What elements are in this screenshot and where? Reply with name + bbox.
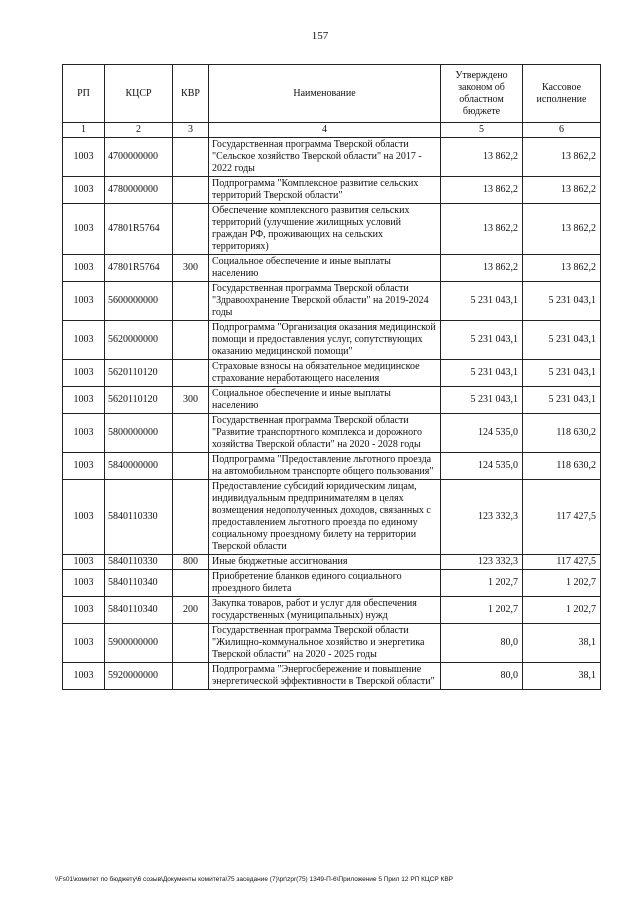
cell-kvr (173, 282, 209, 321)
cell-kvr: 300 (173, 255, 209, 282)
cell-executed: 1 202,7 (523, 570, 601, 597)
cell-rp: 1003 (63, 138, 105, 177)
cell-approved: 5 231 043,1 (441, 321, 523, 360)
table-row (63, 321, 601, 360)
header-kcsr: КЦСР (105, 65, 173, 123)
cell-kcsr: 47801R5764 (105, 255, 173, 282)
cell-name: Подпрограмма "Организация оказания медицинской помощи и предоставления услуг, сопутствующих оказанию медицинской помощи" (209, 321, 441, 360)
cell-executed: 117 427,5 (523, 555, 601, 570)
cell-kcsr: 5840110330 (105, 480, 173, 555)
table-row (63, 255, 601, 282)
cell-executed: 117 427,5 (523, 480, 601, 555)
cell-kcsr: 5620110120 (105, 360, 173, 387)
cell-approved: 1 202,7 (441, 597, 523, 624)
header-kvr: КВР (173, 65, 209, 123)
cell-executed: 13 862,2 (523, 255, 601, 282)
cell-executed: 1 202,7 (523, 597, 601, 624)
cell-name: Закупка товаров, работ и услуг для обеспечения государственных (муниципальных) нужд (209, 597, 441, 624)
page-number: 157 (311, 30, 329, 42)
cell-name: Подпрограмма "Комплексное развитие сельских территорий Тверской области" (209, 177, 441, 204)
cell-kvr (173, 204, 209, 255)
cell-name: Иные бюджетные ассигнования (209, 555, 441, 570)
cell-kcsr: 5840110330 (105, 555, 173, 570)
cell-kcsr: 4700000000 (105, 138, 173, 177)
cell-executed: 118 630,2 (523, 414, 601, 453)
cell-name: Подпрограмма "Энергосбережение и повышение энергетической эффективности в Тверской области" (209, 663, 441, 690)
table-row (63, 138, 601, 177)
column-number: 1 (63, 123, 105, 138)
cell-approved: 5 231 043,1 (441, 282, 523, 321)
cell-rp: 1003 (63, 414, 105, 453)
cell-rp: 1003 (63, 555, 105, 570)
cell-approved: 5 231 043,1 (441, 360, 523, 387)
budget-table (62, 64, 601, 690)
cell-rp: 1003 (63, 480, 105, 555)
cell-kcsr: 5620110120 (105, 387, 173, 414)
cell-approved: 80,0 (441, 663, 523, 690)
cell-kcsr: 5840110340 (105, 570, 173, 597)
cell-name: Государственная программа Тверской области "Здравоохранение Тверской области" на 2019-2024 годы (209, 282, 441, 321)
cell-kvr (173, 570, 209, 597)
cell-approved: 13 862,2 (441, 255, 523, 282)
table-row (63, 624, 601, 663)
cell-kcsr: 5840000000 (105, 453, 173, 480)
cell-rp: 1003 (63, 321, 105, 360)
table-row (63, 387, 601, 414)
footer-file-path: \\Fs01\комитет по бюджету\6 созыв\Документы комитета\75 заседание (7)\pr\zpr(75) 1349-П-6\Приложение 5 Прил 12 РП КЦСР КВР (55, 876, 454, 883)
table-row (63, 360, 601, 387)
header-name: Наименование (209, 65, 441, 123)
cell-executed: 13 862,2 (523, 204, 601, 255)
cell-name: Государственная программа Тверской области "Жилищно-коммунальное хозяйство и энергетика Тверской области" на 2020 - 2025 годы (209, 624, 441, 663)
header-row (63, 65, 601, 123)
table-row (63, 663, 601, 690)
cell-approved: 1 202,7 (441, 570, 523, 597)
cell-kvr (173, 663, 209, 690)
table-row (63, 555, 601, 570)
header-rp: РП (63, 65, 105, 123)
cell-executed: 5 231 043,1 (523, 387, 601, 414)
cell-rp: 1003 (63, 387, 105, 414)
cell-kcsr: 5900000000 (105, 624, 173, 663)
table-row (63, 177, 601, 204)
cell-rp: 1003 (63, 453, 105, 480)
cell-kvr (173, 177, 209, 204)
cell-approved: 123 332,3 (441, 480, 523, 555)
header-approved: Утверждено законом об областном бюджете (441, 65, 523, 123)
cell-approved: 123 332,3 (441, 555, 523, 570)
column-number: 4 (209, 123, 441, 138)
cell-kvr: 800 (173, 555, 209, 570)
header-executed: Кассовое исполнение (523, 65, 601, 123)
cell-executed: 118 630,2 (523, 453, 601, 480)
cell-approved: 124 535,0 (441, 414, 523, 453)
column-number: 6 (523, 123, 601, 138)
cell-approved: 5 231 043,1 (441, 387, 523, 414)
cell-kcsr: 5620000000 (105, 321, 173, 360)
cell-approved: 13 862,2 (441, 204, 523, 255)
cell-name: Подпрограмма "Предоставление льготного проезда на автомобильном транспорте общего пользования" (209, 453, 441, 480)
cell-rp: 1003 (63, 282, 105, 321)
cell-kcsr: 5800000000 (105, 414, 173, 453)
cell-rp: 1003 (63, 663, 105, 690)
cell-kvr (173, 360, 209, 387)
cell-kvr (173, 453, 209, 480)
cell-kcsr: 5920000000 (105, 663, 173, 690)
cell-name: Страховые взносы на обязательное медицинское страхование неработающего населения (209, 360, 441, 387)
cell-kcsr: 47801R5764 (105, 204, 173, 255)
cell-rp: 1003 (63, 597, 105, 624)
cell-approved: 80,0 (441, 624, 523, 663)
cell-executed: 13 862,2 (523, 138, 601, 177)
cell-name: Приобретение бланков единого социального проездного билета (209, 570, 441, 597)
cell-rp: 1003 (63, 204, 105, 255)
column-number-row (63, 123, 601, 138)
table-row (63, 480, 601, 555)
cell-kvr (173, 414, 209, 453)
cell-name: Социальное обеспечение и иные выплаты населению (209, 255, 441, 282)
cell-name: Социальное обеспечение и иные выплаты населению (209, 387, 441, 414)
cell-rp: 1003 (63, 624, 105, 663)
column-number: 2 (105, 123, 173, 138)
cell-approved: 124 535,0 (441, 453, 523, 480)
cell-executed: 5 231 043,1 (523, 360, 601, 387)
column-number: 5 (441, 123, 523, 138)
cell-kvr (173, 321, 209, 360)
cell-kvr (173, 480, 209, 555)
cell-kvr (173, 624, 209, 663)
cell-executed: 5 231 043,1 (523, 282, 601, 321)
cell-name: Обеспечение комплексного развития сельских территорий (улучшение жилищных условий граждан РФ, проживающих на сельских территориях) (209, 204, 441, 255)
column-number: 3 (173, 123, 209, 138)
cell-executed: 13 862,2 (523, 177, 601, 204)
cell-approved: 13 862,2 (441, 177, 523, 204)
table-row (63, 453, 601, 480)
table-row (63, 204, 601, 255)
table-row (63, 597, 601, 624)
cell-rp: 1003 (63, 255, 105, 282)
table-row (63, 414, 601, 453)
cell-executed: 38,1 (523, 663, 601, 690)
cell-executed: 38,1 (523, 624, 601, 663)
cell-kcsr: 5600000000 (105, 282, 173, 321)
cell-kvr: 200 (173, 597, 209, 624)
cell-name: Государственная программа Тверской области "Развитие транспортного комплекса и дорожного хозяйства Тверской области" на 2020 - 2028 годы (209, 414, 441, 453)
cell-kvr: 300 (173, 387, 209, 414)
cell-name: Предоставление субсидий юридическим лицам, индивидуальным предпринимателям в целях возмещения недополученных доходов, связанных с предоставлением льготного проезда по единому социальному проездному билету на территории Тверской области (209, 480, 441, 555)
cell-kcsr: 5840110340 (105, 597, 173, 624)
table-row (63, 282, 601, 321)
cell-rp: 1003 (63, 360, 105, 387)
cell-approved: 13 862,2 (441, 138, 523, 177)
cell-executed: 5 231 043,1 (523, 321, 601, 360)
cell-kvr (173, 138, 209, 177)
cell-rp: 1003 (63, 570, 105, 597)
table-row (63, 570, 601, 597)
cell-kcsr: 4780000000 (105, 177, 173, 204)
cell-rp: 1003 (63, 177, 105, 204)
cell-name: Государственная программа Тверской области "Сельское хозяйство Тверской области" на 2017 - 2022 годы (209, 138, 441, 177)
